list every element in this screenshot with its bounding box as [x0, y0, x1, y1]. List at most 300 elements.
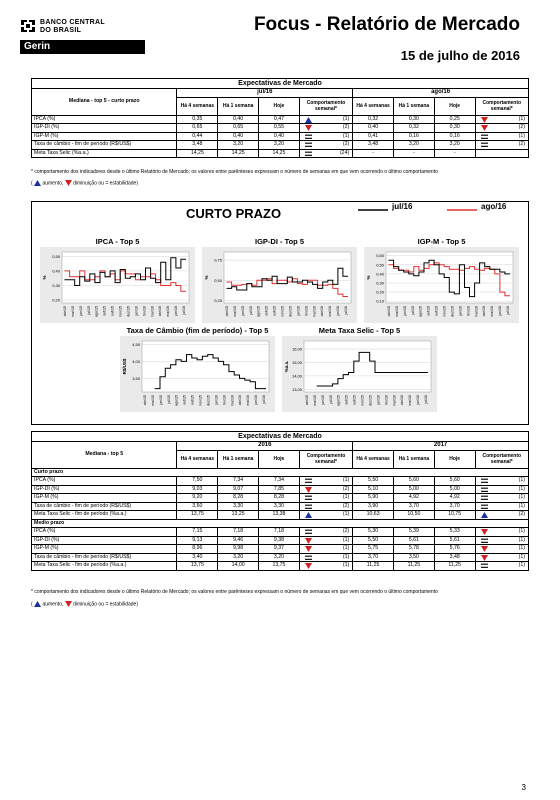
chart-title: IGP-M - Top 5: [417, 237, 466, 246]
x-tick-label: mai/16: [490, 306, 495, 317]
down-arrow-icon: [305, 487, 312, 493]
x-tick-label: jul/15: [328, 395, 333, 404]
trend-count: (24): [339, 149, 350, 156]
x-tick-label: set/15: [264, 306, 269, 316]
trend-cell: [299, 124, 352, 133]
trend-cell: [299, 477, 352, 486]
y-tick-label: 0,20: [52, 297, 60, 303]
trend-cell: [299, 562, 352, 571]
trend-count: (1): [342, 553, 350, 560]
cell-value: 3,48: [353, 141, 394, 150]
footnote: * comportamento dos indicadores desde o último Relatório de Mercado; os valores entre parênteses expressam o número de semanas em que vem ocorrendo o último comportamento: [31, 169, 438, 175]
trend-cell: [475, 511, 528, 520]
cell-value: 9,13: [177, 536, 218, 545]
x-tick-label: dez/15: [450, 306, 455, 317]
table-row: [32, 536, 529, 545]
cell-value: 0,41: [353, 132, 394, 141]
trend-cell: [299, 132, 352, 141]
cell-value: 14,25: [218, 149, 259, 158]
table-row: [32, 141, 529, 150]
up-arrow-icon: [34, 180, 41, 186]
table-row: [32, 545, 529, 554]
cell-value: 13,75: [177, 511, 218, 520]
trend-cell: [475, 553, 528, 562]
trend-count: (2): [342, 124, 350, 130]
row-label: IGP-M (%): [32, 132, 177, 141]
legend-swatch-jul: [358, 208, 388, 212]
trend-count: (1): [342, 545, 350, 551]
y-tick-label: 14,00: [291, 373, 302, 379]
row-header: Mediana - top 5 - curto prazo: [32, 89, 177, 116]
row-label: IGP-DI (%): [32, 124, 177, 133]
y-tick-label: 0,30: [376, 280, 384, 286]
y-tick-label: 0,40: [52, 268, 60, 274]
down-arrow-icon: [481, 555, 488, 561]
x-tick-label: out/15: [190, 395, 195, 405]
cell-value: 0,65: [218, 124, 259, 133]
down-arrow-icon: [65, 180, 72, 186]
cell-value: 5,50: [353, 536, 394, 545]
x-tick-label: mai/15: [150, 395, 155, 406]
cell-value: 3,48: [434, 553, 475, 562]
trend-count: (1): [518, 485, 525, 492]
trend-count: (1): [518, 502, 525, 509]
chart-title: Taxa de Câmbio (fim de período) - Top 5: [126, 326, 269, 335]
cell-value: 3,48: [177, 141, 218, 150]
x-tick-label: jan/16: [134, 306, 139, 316]
section-header: Curto prazo: [32, 468, 529, 477]
cell-value: 7,50: [177, 477, 218, 486]
bank-name-line1: BANCO CENTRAL: [40, 19, 105, 26]
row-label: IGP-DI (%): [32, 536, 177, 545]
cell-value: 5,60: [393, 477, 434, 486]
row-label: IGP-M (%): [32, 545, 177, 554]
table-row: [32, 132, 529, 141]
equal-icon: [305, 495, 312, 501]
cell-value: 9,03: [177, 485, 218, 494]
trend-count: (1): [518, 536, 525, 543]
column-header: Comportamento semanal*: [475, 450, 528, 468]
cell-value: 7,85: [259, 485, 300, 494]
legend-down: diminuição ou: [73, 601, 104, 608]
x-tick-label: mai/16: [408, 395, 413, 406]
cell-value: 0,44: [177, 132, 218, 141]
chart-panel: [120, 336, 275, 412]
cell-value: 11,25: [353, 562, 394, 571]
chart-panel: [40, 247, 195, 323]
x-tick-label: dez/15: [206, 395, 211, 406]
y-tick-label: 13,00: [291, 386, 302, 392]
charts-title: CURTO PRAZO: [186, 206, 282, 221]
cell-value: 0,35: [177, 115, 218, 124]
cell-value: 0,32: [393, 124, 434, 133]
trend-count: (2): [342, 485, 350, 492]
cell-value: 5,75: [353, 545, 394, 554]
y-tick-label: 0,75: [214, 257, 222, 263]
x-tick-label: dez/15: [368, 395, 373, 406]
cell-value: 3,70: [353, 553, 394, 562]
cell-value: 5,61: [393, 536, 434, 545]
cell-value: 5,30: [353, 528, 394, 537]
x-tick-label: ago/15: [256, 306, 261, 317]
x-tick-label: abr/16: [320, 306, 325, 317]
x-tick-label: mai/16: [246, 395, 251, 406]
trend-count: (2): [342, 528, 350, 534]
trend-cell: [299, 545, 352, 554]
x-tick-label: jun/16: [254, 395, 259, 405]
cell-value: 3,50: [393, 553, 434, 562]
x-tick-label: jun/16: [336, 306, 341, 316]
table-row: [32, 115, 529, 124]
x-tick-label: jul/15: [86, 306, 91, 315]
y-tick-label: 16,00: [291, 346, 302, 352]
x-tick-label: mar/16: [230, 395, 235, 407]
period-header: ago/16: [353, 89, 529, 98]
x-tick-label: abr/16: [400, 395, 405, 406]
x-tick-label: abr/15: [63, 306, 67, 317]
legend-ago: ago/16: [481, 202, 507, 211]
cell-value: 9,37: [259, 545, 300, 554]
cell-value: 14,25: [259, 149, 300, 158]
up-arrow-icon: [305, 512, 312, 518]
table-row: [32, 494, 529, 503]
x-tick-label: mai/16: [166, 306, 171, 317]
cell-value: 0,25: [434, 115, 475, 124]
legend-up: aumento,: [42, 601, 64, 608]
x-tick-label: abr/15: [387, 306, 391, 317]
trend-cell: [299, 149, 352, 158]
x-tick-label: nov/15: [442, 306, 447, 317]
y-tick-label: 3,50: [132, 375, 140, 381]
y-tick-label: 0,25: [214, 298, 222, 304]
x-tick-label: jun/15: [402, 306, 407, 316]
cell-value: 0,16: [393, 132, 434, 141]
y-tick-label: 0,60: [376, 253, 384, 259]
table-caption: Expectativas de Mercado: [32, 79, 529, 89]
trend-count: (2): [518, 124, 525, 130]
down-arrow-icon: [481, 125, 488, 131]
cell-value: 5,00: [434, 485, 475, 494]
x-tick-label: set/15: [344, 395, 349, 405]
x-tick-label: nov/15: [360, 395, 365, 406]
equal-icon: [305, 555, 312, 561]
column-header: Comportamento semanal*: [299, 450, 352, 468]
x-tick-label: jul/16: [424, 395, 428, 404]
cell-value: 5,50: [353, 477, 394, 486]
cell-value: 13,38: [259, 511, 300, 520]
y-tick-label: 15,00: [291, 359, 302, 365]
y-tick-label: 4,50: [132, 341, 140, 347]
cell-value: 7,18: [259, 528, 300, 537]
up-arrow-icon: [481, 512, 488, 518]
cell-value: 3,20: [434, 141, 475, 150]
period-header: jul/16: [177, 89, 353, 98]
cell-value: 8,96: [177, 545, 218, 554]
y-axis-label: %: [42, 275, 47, 280]
equal-icon: [305, 151, 312, 157]
cell-value: 9,07: [218, 485, 259, 494]
x-tick-label: mai/16: [328, 306, 333, 317]
cell-value: 3,20: [218, 553, 259, 562]
cell-value: 0,16: [434, 132, 475, 141]
equal-icon: [305, 478, 312, 484]
x-tick-label: set/15: [426, 306, 431, 316]
y-tick-label: 0,40: [376, 271, 384, 277]
row-label: IPCA (%): [32, 477, 177, 486]
y-tick-label: 0,30: [52, 283, 60, 289]
x-tick-label: fev/16: [142, 306, 147, 316]
cell-value: 0,32: [353, 115, 394, 124]
cell-value: 11,25: [393, 562, 434, 571]
trend-cell: [475, 115, 528, 124]
column-header: Há 4 semanas: [353, 450, 394, 468]
cell-value: 14,25: [177, 149, 218, 158]
x-tick-label: out/15: [434, 306, 439, 316]
cell-value: -: [434, 149, 475, 158]
legend-open: (: [31, 180, 33, 187]
department-label: Gerin: [20, 40, 145, 54]
cell-value: 5,00: [393, 485, 434, 494]
row-label: Taxa de câmbio - fim de período (R$/US$): [32, 553, 177, 562]
cell-value: 5,78: [393, 545, 434, 554]
column-header: Há 1 semana: [218, 97, 259, 115]
trend-count: (1): [518, 477, 525, 483]
cell-value: 7,34: [218, 477, 259, 486]
x-tick-label: jun/15: [320, 395, 325, 405]
up-arrow-icon: [305, 117, 312, 123]
column-header: Hoje: [259, 97, 300, 115]
trend-cell: [299, 536, 352, 545]
y-tick-label: 0,50: [52, 253, 60, 259]
table-row: [32, 562, 529, 571]
down-arrow-icon: [481, 529, 488, 535]
symbol-legend: [31, 601, 138, 607]
cell-value: 3,20: [218, 141, 259, 150]
x-tick-label: out/15: [272, 306, 277, 316]
table-row: [32, 124, 529, 133]
down-arrow-icon: [305, 563, 312, 569]
x-tick-label: fev/16: [466, 306, 471, 316]
down-arrow-icon: [65, 601, 72, 607]
x-tick-label: jul/16: [506, 306, 510, 315]
equal-icon: [481, 134, 488, 140]
x-tick-label: nov/15: [198, 395, 203, 406]
trend-cell: [475, 494, 528, 503]
cell-value: 8,28: [218, 494, 259, 503]
trend-count: (1): [342, 477, 350, 483]
trend-cell: [475, 536, 528, 545]
cell-value: 9,46: [218, 536, 259, 545]
cell-value: 9,98: [218, 545, 259, 554]
x-tick-label: jul/15: [166, 395, 171, 404]
trend-count: (1): [518, 553, 525, 560]
trend-count: (1): [518, 494, 525, 500]
cell-value: -: [353, 149, 394, 158]
x-tick-label: mar/16: [392, 395, 397, 407]
trend-count: (1): [518, 115, 525, 122]
trend-count: (1): [518, 132, 525, 139]
trend-count: (2): [518, 141, 525, 147]
chart-title: IPCA - Top 5: [95, 237, 140, 246]
y-axis-label: %: [366, 275, 371, 280]
cell-value: 4,92: [393, 494, 434, 503]
report-header: [0, 0, 560, 80]
report-date: 15 de julho de 2016: [400, 48, 520, 63]
y-axis-label: %a.a.: [284, 360, 289, 373]
cell-value: 10,50: [393, 511, 434, 520]
column-header: Hoje: [434, 450, 475, 468]
cell-value: 0,30: [434, 124, 475, 133]
x-tick-label: nov/15: [280, 306, 285, 317]
column-header: Há 1 semana: [393, 450, 434, 468]
cell-value: 5,76: [434, 545, 475, 554]
column-header: Hoje: [259, 450, 300, 468]
x-tick-label: jul/16: [344, 306, 348, 315]
x-tick-label: fev/16: [384, 395, 389, 405]
cell-value: 7,34: [259, 477, 300, 486]
trend-cell: [299, 528, 352, 537]
trend-cell: [475, 149, 528, 158]
trend-count: (1): [342, 115, 350, 122]
trend-cell: [299, 511, 352, 520]
cell-value: 10,75: [434, 511, 475, 520]
cell-value: 0,40: [218, 115, 259, 124]
row-label: Meta Taxa Selic - fim de período (%a.a.): [32, 562, 177, 571]
x-tick-label: out/15: [110, 306, 115, 316]
equal-icon: [481, 563, 488, 569]
y-tick-label: 4,00: [132, 358, 140, 364]
trend-cell: [299, 553, 352, 562]
equal-icon: [481, 478, 488, 484]
y-tick-label: 0,50: [214, 277, 222, 283]
x-tick-label: abr/16: [238, 395, 243, 406]
y-tick-label: 0,10: [376, 298, 384, 304]
trend-count: (1): [342, 562, 350, 568]
cell-value: 3,90: [353, 502, 394, 511]
x-tick-label: mar/16: [312, 306, 317, 318]
trend-cell: [299, 141, 352, 150]
period-header: 2017: [353, 442, 529, 451]
cell-value: 14,00: [218, 562, 259, 571]
cell-value: 3,20: [259, 553, 300, 562]
cell-value: 0,40: [218, 132, 259, 141]
column-header: Há 1 semana: [218, 450, 259, 468]
cell-value: 13,25: [218, 511, 259, 520]
cell-value: 5,90: [353, 494, 394, 503]
column-header: Há 1 semana: [393, 97, 434, 115]
trend-count: (2): [342, 502, 350, 509]
trend-cell: [299, 115, 352, 124]
cell-value: 11,25: [434, 562, 475, 571]
trend-count: (1): [518, 562, 525, 568]
table-row: [32, 477, 529, 486]
trend-cell: [475, 528, 528, 537]
legend-eq: = estabilidade): [105, 180, 139, 187]
row-label: IGP-M (%): [32, 494, 177, 503]
cell-value: 5,33: [434, 528, 475, 537]
table-row: [32, 553, 529, 562]
chart-panel: [202, 247, 357, 323]
cell-value: 3,30: [218, 502, 259, 511]
x-tick-label: mai/15: [394, 306, 399, 317]
down-arrow-icon: [305, 125, 312, 131]
trend-count: (1): [342, 132, 350, 139]
x-tick-label: mar/16: [150, 306, 155, 318]
x-tick-label: abr/15: [143, 395, 147, 406]
trend-cell: [475, 545, 528, 554]
x-tick-label: jun/15: [240, 306, 245, 316]
cell-value: 3,40: [177, 553, 218, 562]
row-label: IPCA (%): [32, 528, 177, 537]
x-tick-label: jan/16: [296, 306, 301, 316]
row-label: Taxa de câmbio - fim de período (R$/US$): [32, 502, 177, 511]
cell-value: 3,30: [259, 502, 300, 511]
row-label: Meta Taxa Selic (%a.a.): [32, 149, 177, 158]
trend-cell: [475, 485, 528, 494]
chart-panel: [282, 336, 437, 412]
equal-icon: [305, 142, 312, 148]
legend-up: aumento,: [42, 180, 64, 187]
equal-icon: [305, 529, 312, 535]
bank-logo-icon: [20, 18, 36, 34]
cell-value: 0,40: [259, 132, 300, 141]
x-tick-label: jan/16: [214, 395, 219, 405]
cell-value: 10,63: [353, 511, 394, 520]
trend-cell: [475, 477, 528, 486]
trend-cell: [299, 485, 352, 494]
x-tick-label: out/15: [352, 395, 357, 405]
cell-value: 3,20: [259, 141, 300, 150]
table-row: [32, 149, 529, 158]
x-tick-label: mar/16: [474, 306, 479, 318]
cell-value: 3,70: [393, 502, 434, 511]
cell-value: 9,20: [177, 494, 218, 503]
x-tick-label: jul/15: [248, 306, 253, 315]
equal-icon: [305, 504, 312, 510]
equal-icon: [481, 538, 488, 544]
x-tick-label: jun/16: [174, 306, 179, 316]
x-tick-label: jun/16: [498, 306, 503, 316]
x-tick-label: abr/15: [225, 306, 229, 317]
x-tick-label: ago/15: [336, 395, 341, 406]
trend-cell: [475, 132, 528, 141]
cell-value: 5,39: [393, 528, 434, 537]
cell-value: 5,60: [434, 477, 475, 486]
equal-icon: [481, 504, 488, 510]
cell-value: 13,75: [259, 562, 300, 571]
trend-count: (2): [342, 141, 350, 147]
down-arrow-icon: [305, 546, 312, 552]
x-tick-label: jul/16: [182, 306, 186, 315]
short-term-expectations-table: [31, 78, 529, 158]
x-tick-label: set/15: [182, 395, 187, 405]
legend-open: (: [31, 601, 33, 608]
x-tick-label: jan/16: [376, 395, 381, 405]
x-tick-label: mai/15: [70, 306, 75, 317]
trend-cell: [299, 502, 352, 511]
x-tick-label: ago/15: [94, 306, 99, 317]
down-arrow-icon: [481, 546, 488, 552]
y-axis-label: R$/US$: [122, 358, 127, 375]
x-tick-label: abr/16: [482, 306, 487, 317]
bank-name-line2: DO BRASIL: [40, 27, 82, 34]
period-header: 2016: [177, 442, 353, 451]
column-header: Comportamento semanal*: [299, 97, 352, 115]
down-arrow-icon: [305, 538, 312, 544]
x-tick-label: fev/16: [304, 306, 309, 316]
cell-value: 5,61: [434, 536, 475, 545]
x-tick-label: mai/15: [232, 306, 237, 317]
